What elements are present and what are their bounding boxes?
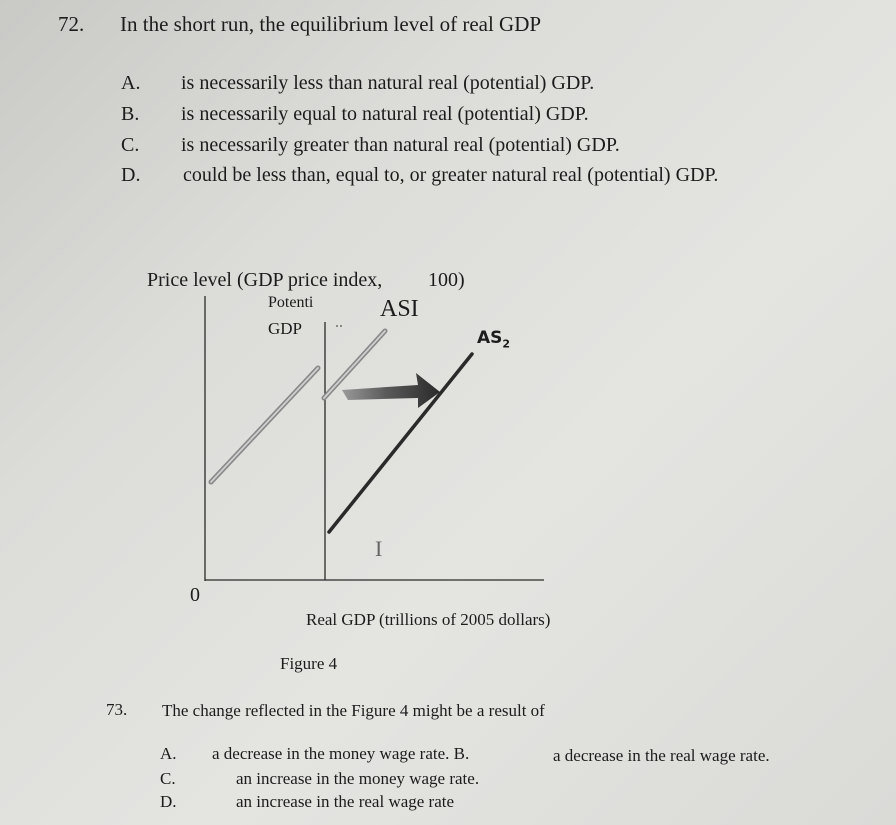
q73-option-d-letter: D. bbox=[160, 792, 177, 811]
potential-gdp-label-line2: GDP bbox=[268, 319, 303, 338]
q73-option-a-letter: A. bbox=[160, 744, 177, 763]
q72-option-c-text: is necessarily greater than natural real (potential) GDP. bbox=[181, 134, 620, 156]
figure-caption: Figure 4 bbox=[280, 654, 338, 673]
as2-label-text: AS bbox=[477, 328, 503, 348]
as1-curve-left-highlight bbox=[211, 368, 318, 482]
q73-option-d-text: an increase in the real wage rate bbox=[236, 792, 455, 811]
as2-curve bbox=[329, 354, 472, 532]
as2-subscript: 2 bbox=[502, 337, 511, 351]
q72-option-c-letter: C. bbox=[121, 134, 140, 156]
potential-gdp-label-line1: Potenti bbox=[268, 294, 314, 311]
shift-arrow-icon bbox=[342, 373, 440, 408]
y-axis-label: Price level (GDP price index, bbox=[147, 269, 383, 291]
q72-option-b-letter: B. bbox=[121, 103, 140, 125]
question-72-stem: In the short run, the equilibrium level of real GDP bbox=[120, 12, 542, 36]
q72-option-a-text: is necessarily less than natural real (potential) GDP. bbox=[181, 72, 595, 94]
question-73-number: 73. bbox=[106, 700, 128, 719]
q73-option-c-text: an increase in the money wage rate. bbox=[236, 769, 480, 788]
q72-option-b-text: is necessarily equal to natural real (potential) GDP. bbox=[181, 103, 589, 125]
q72-option-d-text: could be less than, equal to, or greater natural real (potential) GDP. bbox=[183, 164, 719, 186]
q73-option-a-text: a decrease in the money wage rate. B. bbox=[212, 744, 470, 763]
y-axis-label-suffix: 100) bbox=[428, 269, 465, 291]
q73-option-b-text: a decrease in the real wage rate. bbox=[553, 746, 770, 765]
as1-label: ASI bbox=[380, 296, 419, 322]
text-cursor-icon: I bbox=[375, 536, 383, 561]
q73-option-c-letter: C. bbox=[160, 769, 176, 788]
origin-label: 0 bbox=[190, 584, 200, 606]
question-72-number: 72. bbox=[58, 12, 85, 36]
question-73-stem: The change reflected in the Figure 4 might be a result of bbox=[162, 701, 545, 720]
x-axis-label: Real GDP (trillions of 2005 dollars) bbox=[306, 610, 551, 629]
q72-option-a-letter: A. bbox=[121, 72, 141, 94]
q72-option-d-letter: D. bbox=[121, 164, 141, 186]
